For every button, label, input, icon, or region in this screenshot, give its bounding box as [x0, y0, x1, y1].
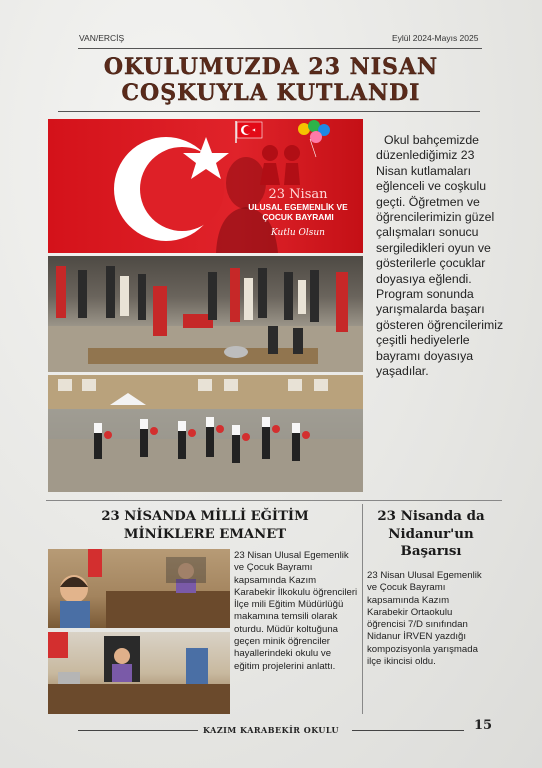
- flag-icon: [234, 121, 264, 143]
- banner-number: 23 Nisan: [268, 187, 328, 202]
- column-divider: [362, 504, 363, 714]
- celebration-banner: [48, 119, 363, 253]
- office-photo-2: [48, 632, 230, 714]
- costume-performance-photo: [48, 256, 363, 372]
- child-in-chair-figures: [48, 632, 230, 714]
- article2-title-line-2: MİNİKLERE EMANET: [123, 527, 287, 542]
- banner-greeting: Kutlu Olsun: [271, 228, 325, 238]
- footer-school: KAZIM KARABEKİR OKULU: [203, 725, 340, 735]
- dancers-figures: [48, 375, 363, 492]
- header-divider: [78, 48, 482, 49]
- article1-body: Okul bahçemizde düzenlediğimiz 23 Nisan kutlamaları eğlenceli ve coşkulu geçti. Öğretmen ve öğrencilerimizin güzel çalışmaları sonucu sergiledikleri oyun ve gösterilerle çocuklar doyasıya eğlendi. Program sonunda yarışmalarda başarı gösteren öğrencilerimiz çeşitli hediyelerle bayramı doyasıya yaşadılar.: [376, 133, 504, 379]
- article3-title-line-1: 23 Nisanda da: [377, 508, 485, 524]
- article2-title-line-1: 23 NİSANDA MİLLİ EĞİTİM: [101, 509, 309, 524]
- office-photo-1: [48, 549, 230, 628]
- title-line-1: OKULUMUZDA 23 NISAN: [103, 54, 439, 80]
- location-label: VAN/ERCİŞ: [79, 33, 125, 43]
- performers-figures: [48, 256, 363, 372]
- title-line-2: COŞKUYLA KUTLANDI: [121, 80, 421, 106]
- page-number: 15: [474, 718, 493, 733]
- article2-body: 23 Nisan Ulusal Egemenlik ve Çocuk Bayramı kapsamında Kazım Karabekir İlkokulu öğrencileri İlçe mili Eğitim Müdürlüğü makamına temsili olarak oturdu. Müdür koltuğuna geçen minik öğrenciler hayallerindeki okulu ve eğitim projelerini anlattı.: [234, 550, 358, 672]
- child-at-desk-figures: [48, 549, 230, 628]
- article3-title: [366, 508, 496, 561]
- article3-title-line-3: Başarısı: [400, 543, 462, 559]
- article3-title-line-2: Nidanur'un: [388, 525, 474, 542]
- section-divider: [46, 500, 502, 501]
- page-title: [0, 54, 542, 106]
- article3-body: 23 Nisan Ulusal Egemenlik ve Çocuk Bayramı kapsamında Kazım Karabekir Ortaokulu öğrencisi 7/D sınıfından Nidanur İRVEN yazdığı kompozisyonla yarışmada ilçe ikincisi oldu.: [367, 570, 482, 668]
- children-illustration: [252, 141, 312, 191]
- courtyard-dance-photo: [48, 375, 363, 492]
- period-label: Eylül 2024-Mayıs 2025: [392, 33, 479, 43]
- banner-line-1: ULUSAL EGEMENLİK VE: [248, 202, 348, 212]
- title-divider: [58, 111, 480, 112]
- article2-title: [80, 508, 330, 544]
- banner-line-2: ÇOCUK BAYRAMI: [262, 212, 334, 222]
- footer-rule-left: [78, 730, 198, 731]
- footer-rule-right: [352, 730, 464, 731]
